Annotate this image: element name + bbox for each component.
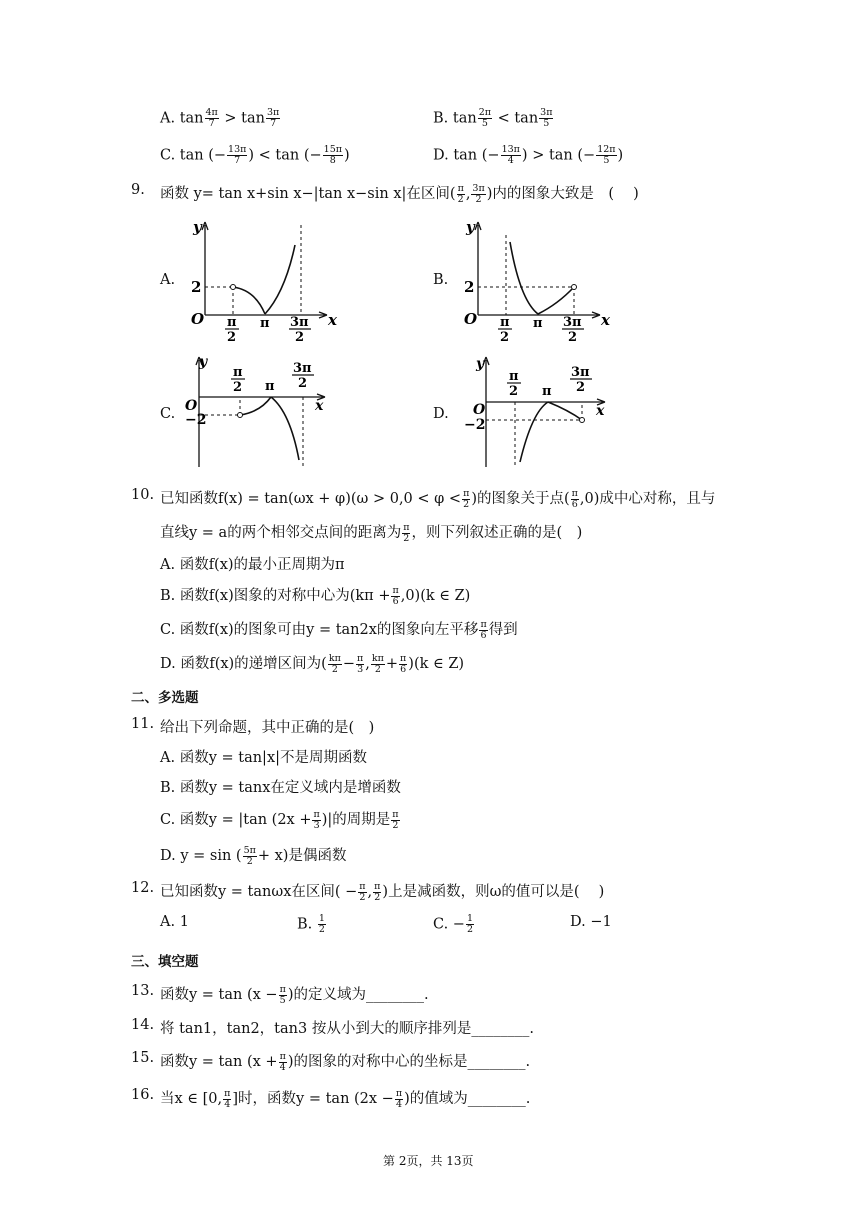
- graph-a-3half-d: 2: [295, 330, 305, 345]
- q9-label-b: B.: [433, 272, 449, 288]
- q12-number: 12.: [131, 880, 155, 896]
- q16-stem: 当x ∈ [0, $\frac{\pi}{4}$ ]时，函数y = tan (2x − $\frac{\pi}{4}$ )的值域为________.: [160, 1087, 531, 1110]
- q10-option-a: A. 函数f(x)的最小正周期为π: [160, 557, 345, 573]
- graph-d-x-label: x: [596, 403, 605, 419]
- graph-d-3half-n: 3π: [571, 365, 590, 380]
- q12-option-b: B. $\frac{1}{2}$: [297, 913, 325, 935]
- q13-number: 13.: [131, 983, 155, 999]
- q15-number: 15.: [131, 1050, 155, 1066]
- page-footer: 第 2页，共 13页: [383, 1154, 474, 1168]
- section-multiple-choice: 二、多选题: [131, 690, 199, 706]
- graph-a-y-label: y: [193, 218, 202, 236]
- q10-number: 10.: [131, 487, 155, 503]
- q11-number: 11.: [131, 716, 155, 732]
- q11-option-c: C. 函数y = |tan (2x + $\frac{\pi}{3}$ )|的周期是 $\frac{\pi}{2}$: [160, 808, 399, 831]
- q14-number: 14.: [131, 1017, 155, 1033]
- graph-c-y-label: y: [199, 354, 208, 370]
- graph-a-half-pi-d: 2: [227, 330, 237, 345]
- q14-stem: 将 tan1，tan2，tan3 按从小到大的顺序排列是________.: [160, 1021, 534, 1037]
- graph-c-x-label: x: [315, 398, 324, 414]
- graph-d-half-pi-n: π: [509, 369, 519, 384]
- graph-b-y-label: y: [466, 218, 475, 236]
- graph-b-x-label: x: [601, 311, 610, 329]
- q10-option-c: C. 函数f(x)的图象可由y = tan2x的图象向左平移 $\frac{\pi}{6}$ 得到: [160, 618, 518, 641]
- q10-option-b: B. 函数f(x)图象的对称中心为(kπ + $\frac{\pi}{6}$ ,0)(k ∈ Z): [160, 584, 471, 607]
- graph-c-half-pi-d: 2: [233, 380, 243, 395]
- q13-stem: 函数y = tan (x − $\frac{\pi}{5}$ )的定义域为________.: [160, 983, 429, 1006]
- q8-option-c: C. tan (− $\frac{13\pi}{7}$ ) < tan (− $\frac{15\pi}{8}$ ): [160, 144, 350, 166]
- graph-a-x-label: x: [328, 311, 337, 329]
- graph-b-half-pi-d: 2: [500, 330, 510, 345]
- q9-label-d: D.: [433, 406, 449, 422]
- graph-d-3half-d: 2: [576, 380, 586, 395]
- graph-d-y-label: y: [476, 356, 485, 372]
- q11-stem: 给出下列命题，其中正确的是( ): [160, 720, 375, 736]
- q11-option-b: B. 函数y = tanx在定义域内是增函数: [160, 780, 401, 796]
- q11-option-a: A. 函数y = tan|x|不是周期函数: [160, 750, 368, 766]
- graph-a-pi: π: [260, 316, 270, 331]
- graph-a: [185, 210, 335, 350]
- graph-b: [458, 210, 608, 350]
- graph-b-two: 2: [464, 278, 475, 296]
- q8-option-b: B. tan $\frac{2\pi}{5}$ < tan $\frac{3\pi}{5}$: [433, 107, 553, 129]
- q15-stem: 函数y = tan (x + $\frac{\pi}{4}$ )的图象的对称中心的坐标是________.: [160, 1050, 531, 1073]
- graph-c-neg-two: −2: [185, 412, 207, 428]
- q12-option-a: A. 1: [160, 914, 189, 930]
- q10-stem-line2: 直线y = a的两个相邻交点间的距离为 $\frac{\pi}{2}$ ，则下列叙述正确的是( ): [160, 521, 583, 544]
- q12-option-d: D. −1: [570, 914, 612, 930]
- graph-a-origin: O: [191, 310, 205, 328]
- q16-number: 16.: [131, 1087, 155, 1103]
- graph-b-pi: π: [533, 316, 543, 331]
- graph-a-3half-n: 3π: [290, 315, 309, 330]
- graph-b-half-pi-n: π: [500, 315, 510, 330]
- graph-d: [458, 352, 608, 472]
- graph-d-origin: O: [473, 402, 486, 418]
- graph-a-two: 2: [191, 278, 202, 296]
- graph-b-origin: O: [464, 310, 478, 328]
- q9-number: 9.: [131, 182, 145, 198]
- graph-c-origin: O: [185, 398, 198, 414]
- graph-c-3half-d: 2: [298, 376, 308, 391]
- graph-b-3half-d: 2: [568, 330, 578, 345]
- q8-option-d: D. tan (− $\frac{13\pi}{4}$ ) > tan (− $\frac{12\pi}{5}$ ): [433, 144, 624, 166]
- graph-c-pi: π: [265, 379, 275, 394]
- q12-option-c: C. − $\frac{1}{2}$: [433, 913, 473, 935]
- q9-label-a: A.: [160, 272, 176, 288]
- graph-a-half-pi-n: π: [227, 315, 237, 330]
- q9-label-c: C.: [160, 406, 176, 422]
- q11-option-d: D. y = sin ( $\frac{5\pi}{2}$ + x)是偶函数: [160, 844, 347, 867]
- section-fill-in: 三、填空题: [131, 954, 199, 970]
- graph-c-half-pi-n: π: [233, 365, 243, 380]
- graph-d-half-pi-d: 2: [509, 384, 519, 399]
- q12-stem: 已知函数y = tanωx在区间( − $\frac{\pi}{2}$ , $\frac{\pi}{2}$ )上是减函数，则ω的值可以是( ): [160, 880, 605, 903]
- q10-option-d: D. 函数f(x)的递增区间为( $\frac{k\pi}{2}$ − $\frac{\pi}{3}$ , $\frac{k\pi}{2}$ + $\frac{\pi}{6}$ )(k ∈ Z): [160, 652, 465, 675]
- graph-d-pi: π: [542, 384, 552, 399]
- graph-d-neg-two: −2: [464, 417, 486, 433]
- graph-b-3half-n: 3π: [563, 315, 582, 330]
- graph-c: [185, 352, 335, 472]
- graph-c-3half-n: 3π: [293, 361, 312, 376]
- q8-option-a: A. tan $\frac{4\pi}{7}$ > tan $\frac{3\pi}{7}$: [160, 107, 280, 129]
- q9-stem: 函数 y= tan x+sin x−|tan x−sin x|在区间( $\frac{\pi}{2}$ , $\frac{3\pi}{2}$ )内的图象大致是 ( ): [160, 182, 639, 205]
- q10-stem-line1: 已知函数f(x) = tan(ωx + φ)(ω > 0,0 < φ < $\frac{\pi}{2}$ )的图象关于点( $\frac{\pi}{6}$ ,0)成中心对称，且与: [160, 487, 716, 510]
